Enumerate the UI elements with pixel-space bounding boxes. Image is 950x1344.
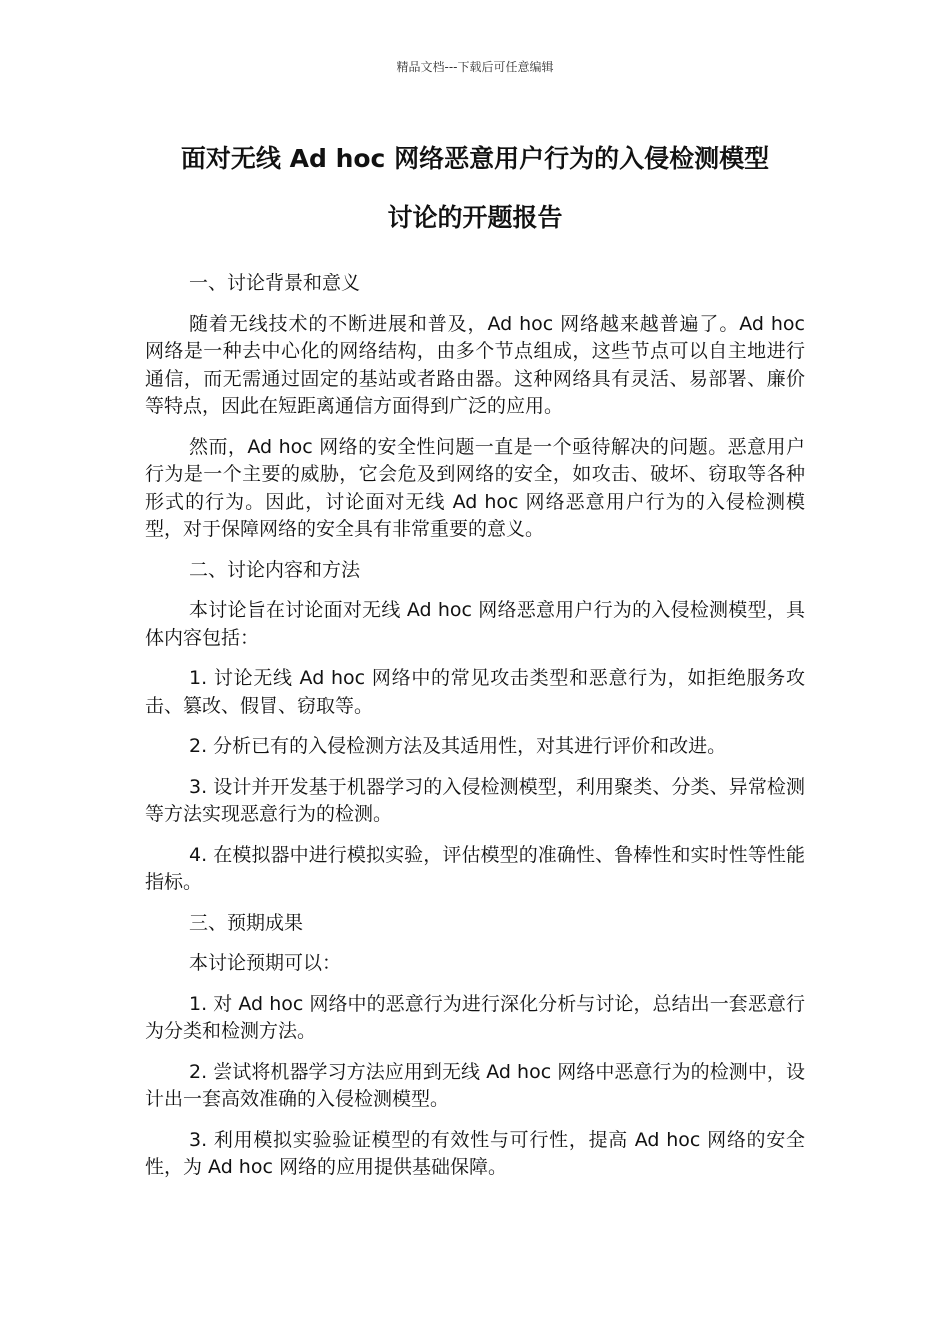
document-title-line-1: 面对无线 Ad hoc 网络恶意用户行为的入侵检测模型	[180, 144, 770, 173]
list-item: 3. 设计并开发基于机器学习的入侵检测模型，利用聚类、分类、异常检测等方法实现恶意行为的检测。	[145, 775, 805, 825]
document-title-line-2: 讨论的开题报告	[387, 203, 563, 232]
section-heading-content-method: 二、讨论内容和方法	[189, 558, 361, 581]
paragraph: 然而，Ad hoc 网络的安全性问题一直是一个亟待解决的问题。恶意用户行为是一个主要的威胁，它会危及到网络的安全，如攻击、破坏、窃取等各种形式的行为。因此，讨论面对无线 Ad hoc 网络恶意用户行为的入侵检测模型，对于保障网络的安全具有非常重要的意义。	[145, 435, 805, 540]
section-heading-background: 一、讨论背景和意义	[189, 272, 361, 294]
paragraph: 随着无线技术的不断进展和普及，Ad hoc 网络越来越普遍了。Ad hoc 网络是一种去中心化的网络结构，由多个节点组成，这些节点可以自主地进行通信，而无需通过固定的基站或者路由器。这种网络具有灵活、易部署、廉价等特点，因此在短距离通信方面得到广泛的应用。	[145, 312, 805, 417]
document-body	[145, 270, 805, 1195]
paragraph: 本讨论旨在讨论面对无线 Ad hoc 网络恶意用户行为的入侵检测模型，具体内容包括：	[145, 599, 805, 649]
list-item: 4. 在模拟器中进行模拟实验，评估模型的准确性、鲁棒性和实时性等性能指标。	[145, 843, 805, 893]
list-item: 2. 尝试将机器学习方法应用到无线 Ad hoc 网络中恶意行为的检测中，设计出一套高效准确的入侵检测模型。	[145, 1060, 805, 1110]
list-item: 1. 对 Ad hoc 网络中的恶意行为进行深化分析与讨论，总结出一套恶意行为分类和检测方法。	[145, 992, 805, 1042]
paragraph: 本讨论预期可以：	[189, 952, 342, 974]
list-item: 3. 利用模拟实验验证模型的有效性与可行性，提高 Ad hoc 网络的安全性，为 Ad hoc 网络的应用提供基础保障。	[145, 1128, 805, 1178]
list-item: 2. 分析已有的入侵检测方法及其适用性，对其进行评价和改进。	[189, 735, 727, 757]
page-header: 精品文档---下载后可任意编辑	[396, 60, 554, 74]
list-item: 1. 讨论无线 Ad hoc 网络中的常见攻击类型和恶意行为，如拒绝服务攻击、篡改、假冒、窃取等。	[145, 667, 805, 717]
section-heading-expected-results: 三、预期成果	[189, 911, 304, 934]
